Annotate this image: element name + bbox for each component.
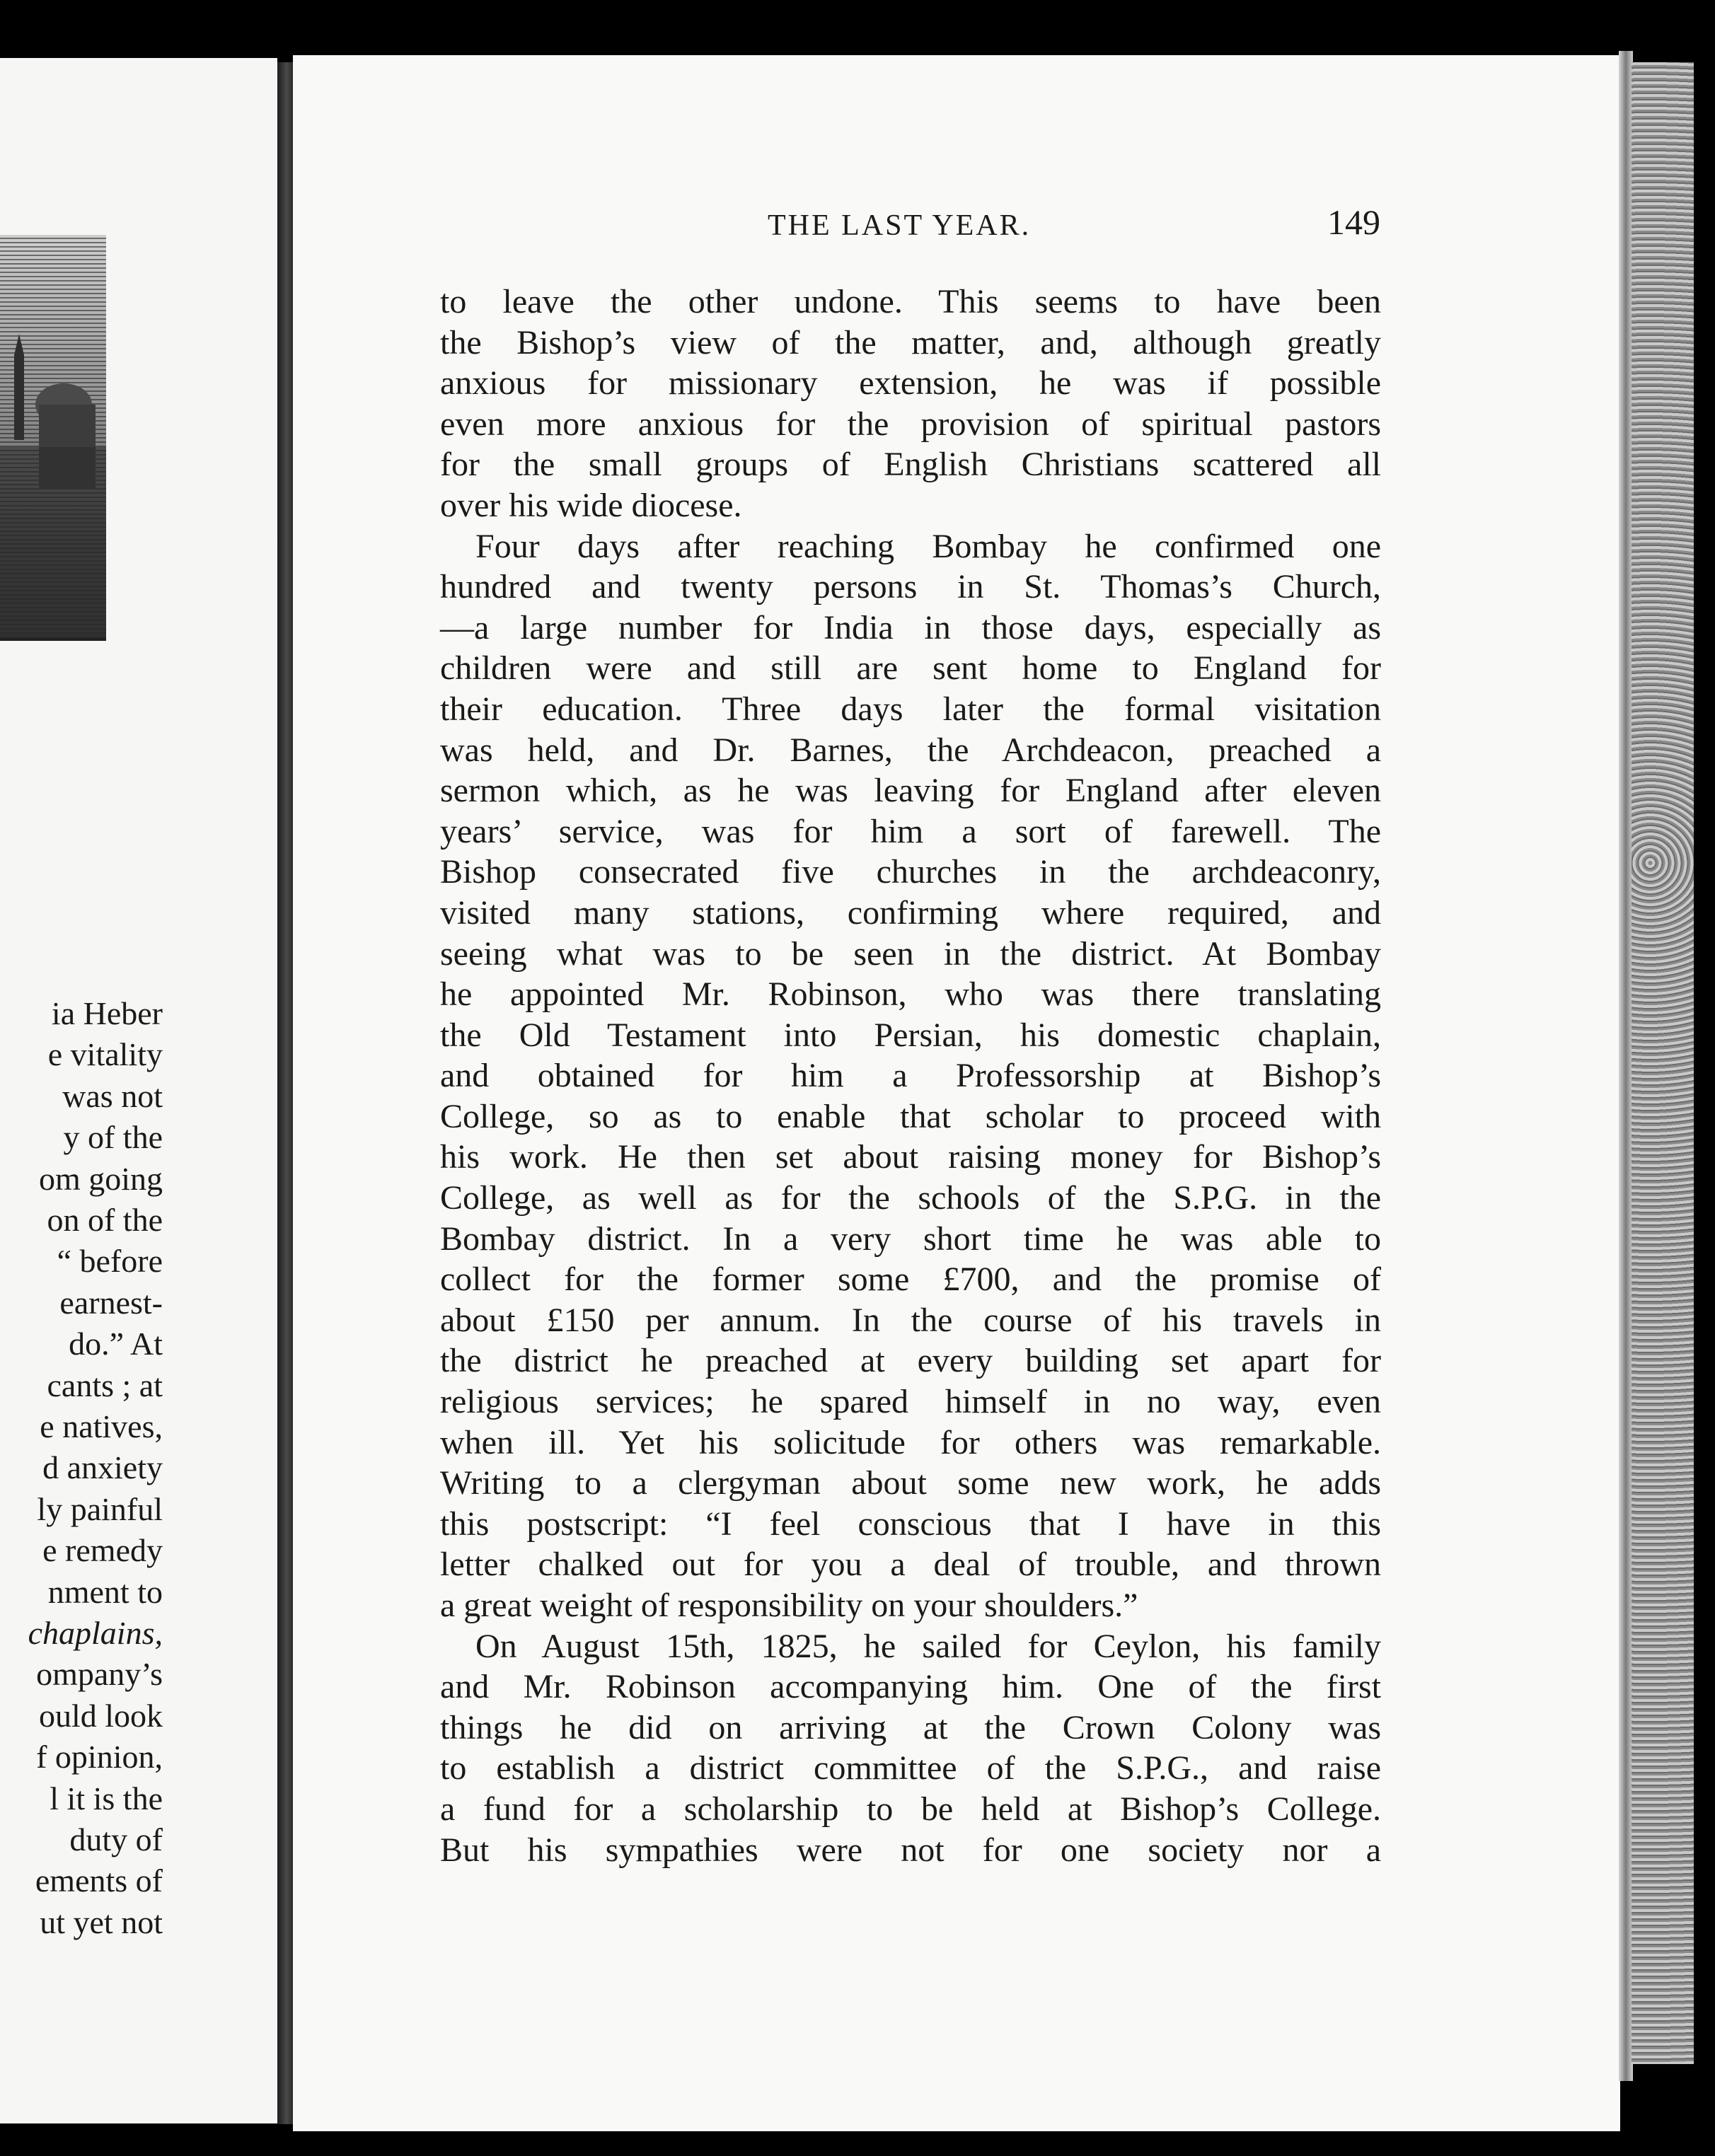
running-head: THE LAST YEAR.	[768, 209, 1032, 242]
left-fragment-line: do.” At	[69, 1326, 163, 1362]
body-line: to establish a district committee of the S.P.G., and raise	[440, 1749, 1381, 1787]
left-fragment-line: ia Heber	[51, 995, 163, 1031]
body-line: the Bishop’s view of the matter, and, although greatly	[440, 323, 1381, 361]
body-text	[440, 282, 1381, 1870]
body-line: children were and still are sent home to England for	[440, 649, 1381, 688]
left-page	[0, 58, 277, 2123]
body-line: a fund for a scholarship to be held at Bishop’s College.	[440, 1790, 1381, 1828]
engraving-drawing	[0, 235, 106, 638]
body-line: Bishop consecrated five churches in the archdeaconry,	[440, 853, 1381, 891]
left-fragment-line: was not	[62, 1077, 163, 1114]
left-fragment-line: e remedy	[42, 1532, 163, 1569]
body-line: visited many stations, confirming where required, and	[440, 893, 1381, 932]
body-line: the Old Testament into Persian, his domestic chaplain,	[440, 1016, 1381, 1054]
body-line: Writing to a clergyman about some new work, he adds	[440, 1464, 1381, 1502]
body-line: sermon which, as he was leaving for England after eleven	[440, 772, 1381, 810]
body-line: their education. Three days later the formal visitation	[440, 690, 1381, 728]
engraving-illustration	[0, 235, 106, 641]
body-line: even more anxious for the provision of spiritual pastors	[440, 405, 1381, 443]
body-line: seeing what was to be seen in the district. At Bombay	[440, 934, 1381, 973]
page-edge	[1619, 51, 1633, 2081]
left-fragment-line: ements of	[35, 1862, 163, 1899]
body-line: and Mr. Robinson accompanying him. One of the first	[440, 1668, 1381, 1706]
body-line: anxious for missionary extension, he was if possible	[440, 364, 1381, 402]
body-line: On August 15th, 1825, he sailed for Ceylon, his family	[475, 1627, 1381, 1665]
marbled-page-edges	[1632, 62, 1694, 2064]
body-line: collect for the former some £700, and the promise of	[440, 1260, 1381, 1299]
left-fragment-line: ould look	[38, 1697, 163, 1734]
body-line: over his wide diocese.	[440, 486, 742, 524]
left-fragment-line: nment to	[47, 1573, 163, 1610]
left-fragment-line: cants ; at	[47, 1367, 163, 1403]
body-line: a great weight of responsibility on your shoulders.”	[440, 1587, 1138, 1624]
body-line: and obtained for him a Professorship at Bishop’s	[440, 1057, 1381, 1095]
body-line: Bombay district. In a very short time he was able to	[440, 1219, 1381, 1258]
body-line: things he did on arriving at the Crown Colony was	[440, 1708, 1381, 1746]
body-line: to leave the other undone. This seems to have been	[440, 283, 1381, 320]
left-fragment-line: ly painful	[37, 1490, 163, 1527]
body-line: his work. He then set about raising money for Bishop’s	[440, 1138, 1381, 1176]
body-line: was held, and Dr. Barnes, the Archdeacon, preached a	[440, 731, 1381, 769]
body-line: hundred and twenty persons in St. Thomas’s Church,	[440, 568, 1381, 606]
body-line: letter chalked out for you a deal of trouble, and thrown	[440, 1546, 1381, 1584]
left-fragment-line: ompany’s	[36, 1656, 163, 1693]
left-fragment-line: l it is the	[50, 1780, 163, 1816]
body-line: Four days after reaching Bombay he confirmed one	[475, 527, 1381, 565]
body-line: when ill. Yet his solicitude for others was remarkable.	[440, 1423, 1381, 1461]
body-line: he appointed Mr. Robinson, who was there translating	[440, 975, 1381, 1014]
body-line: But his sympathies were not for one society nor a	[440, 1831, 1381, 1869]
left-fragment-line: d anxiety	[42, 1449, 163, 1486]
left-fragment-line: chaplains,	[28, 1615, 163, 1651]
left-fragment-line: f opinion,	[36, 1739, 163, 1775]
page-number: 149	[1327, 202, 1380, 242]
body-line: years’ service, was for him a sort of farewell. The	[440, 812, 1381, 850]
left-fragment-line: earnest-	[59, 1284, 163, 1321]
left-fragment-line: duty of	[69, 1821, 163, 1857]
left-fragment-line: “ before	[57, 1243, 163, 1280]
body-line: about £150 per annum. In the course of his travels in	[440, 1301, 1381, 1339]
body-line: this postscript: “I feel conscious that I have in this	[440, 1505, 1381, 1543]
body-line: College, so as to enable that scholar to proceed with	[440, 1097, 1381, 1135]
left-fragment-line: om going	[38, 1160, 163, 1197]
left-fragment-line: y of the	[63, 1119, 163, 1156]
body-line: for the small groups of English Christians scattered all	[440, 446, 1381, 484]
left-fragment-line: on of the	[47, 1202, 163, 1238]
left-fragment-line: e vitality	[47, 1036, 163, 1073]
body-line: religious services; he spared himself in no way, even	[440, 1383, 1381, 1421]
left-fragment-line: ut yet not	[40, 1903, 163, 1940]
book-gutter	[277, 62, 293, 2124]
left-fragment-line: e natives,	[40, 1408, 163, 1444]
body-line: —a large number for India in those days, especially as	[440, 608, 1381, 647]
body-line: College, as well as for the schools of the S.P.G. in the	[440, 1179, 1381, 1217]
body-line: the district he preached at every building set apart for	[440, 1342, 1381, 1380]
